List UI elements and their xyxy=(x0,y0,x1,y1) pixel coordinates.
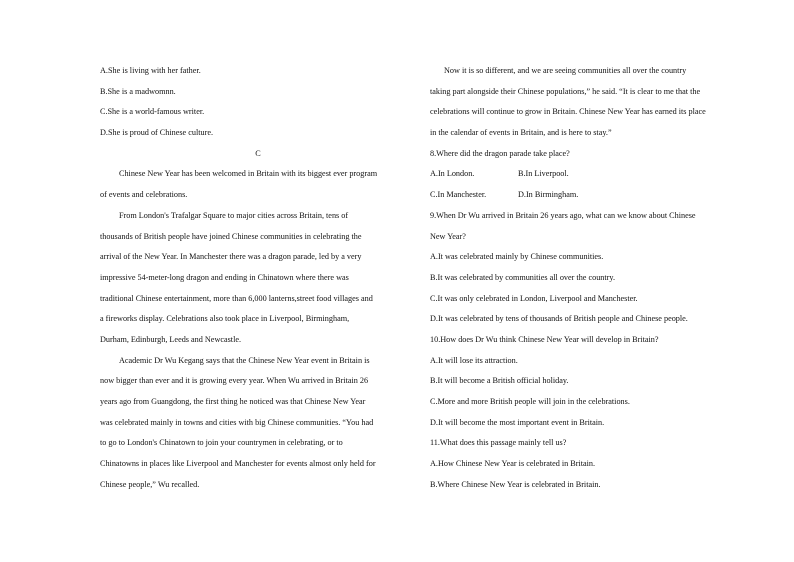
q8-stem: 8.Where did the dragon parade take place? xyxy=(430,148,570,158)
passage-line: arrival of the New Year. In Manchester there was a dragon parade, led by a very xyxy=(100,252,362,262)
q11-stem: 11.What does this passage mainly tell us? xyxy=(430,438,567,448)
passage-line: Chinatowns in places like Liverpool and Manchester for events almost only held for xyxy=(100,459,376,469)
q7-option-c: C.She is a world-famous writer. xyxy=(100,107,205,117)
q7-option-a: A.She is living with her father. xyxy=(100,66,201,75)
passage-line: taking part alongside their Chinese populations,” he said. “It is clear to me that the xyxy=(430,86,701,96)
right-column xyxy=(430,61,750,495)
q10-option-a: A.It will lose its attraction. xyxy=(430,355,518,365)
q10-stem: 10.How does Dr Wu think Chinese New Year will develop in Britain? xyxy=(430,334,659,344)
left-column xyxy=(100,61,416,495)
q11-option-a: A.How Chinese New Year is celebrated in Britain. xyxy=(430,459,596,469)
passage-line: impressive 54-meter-long dragon and ending in Chinatown where there was xyxy=(100,272,349,282)
passage-line: thousands of British people have joined Chinese communities in celebrating the xyxy=(100,231,362,241)
q9-option-a: A.It was celebrated mainly by Chinese communities. xyxy=(430,252,604,262)
q8-option-c: C.In Manchester. xyxy=(430,190,487,200)
passage-line: Durham, Edinburgh, Leeds and Newcastle. xyxy=(100,334,242,344)
passage-line: Chinese New Year has been welcomed in Britain with its biggest ever program xyxy=(119,169,378,179)
passage-line: traditional Chinese entertainment, more than 6,000 lanterns,street food villages and xyxy=(100,293,373,303)
q8-options-row-1 xyxy=(430,164,750,185)
q9-option-b: B.It was celebrated by communities all over the country. xyxy=(430,272,615,282)
q7-option-d: D.She is proud of Chinese culture. xyxy=(100,128,214,138)
q9-stem-cont: New Year? xyxy=(430,231,466,241)
q11-option-b: B.Where Chinese New Year is celebrated in Britain. xyxy=(430,479,601,489)
q9-option-c: C.It was only celebrated in London, Liverpool and Manchester. xyxy=(430,293,638,303)
passage-line: From London's Trafalgar Square to major cities across Britain, tens of xyxy=(119,210,349,220)
passage-line: in the calendar of events in Britain, and is here to stay.” xyxy=(430,128,612,138)
q8-option-b: B.In Liverpool. xyxy=(518,169,569,179)
q8-option-d: D.In Birmingham. xyxy=(518,190,579,200)
q10-option-c: C.More and more British people will join in the celebrations. xyxy=(430,397,630,406)
q7-option-b: B.She is a madwomnn. xyxy=(100,86,176,96)
q9-option-d: D.It was celebrated by tens of thousands of British people and Chinese people. xyxy=(430,314,688,324)
q8-option-a: A.In London. xyxy=(430,169,475,179)
q9-stem: 9.When Dr Wu arrived in Britain 26 years ago, what can we know about Chinese xyxy=(430,210,696,220)
passage-line: Academic Dr Wu Kegang says that the Chinese New Year event in Britain is xyxy=(119,355,370,365)
passage-line: now bigger than ever and it is growing every year. When Wu arrived in Britain 26 xyxy=(100,376,369,386)
passage-line: Now it is so different, and we are seeing communities all over the country xyxy=(444,66,687,75)
passage-line: Chinese people,” Wu recalled. xyxy=(100,479,200,489)
passage-line: was celebrated mainly in towns and cities with big Chinese communities. “You had xyxy=(100,417,374,427)
passage-line: a fireworks display. Celebrations also took place in Liverpool, Birmingham, xyxy=(100,314,350,324)
passage-line: celebrations will continue to grow in Britain. Chinese New Year has earned its place xyxy=(430,107,706,117)
passage-line: years ago from Guangdong, the first thing he noticed was that Chinese New Year xyxy=(100,397,366,406)
passage-line: of events and celebrations. xyxy=(100,190,188,200)
q10-option-d: D.It will become the most important event in Britain. xyxy=(430,417,605,427)
q8-options-row-2 xyxy=(430,185,750,206)
q10-option-b: B.It will become a British official holiday. xyxy=(430,376,569,386)
passage-line: to go to London's Chinatown to join your countrymen in celebrating, or to xyxy=(100,438,343,448)
section-label: C xyxy=(255,148,261,158)
